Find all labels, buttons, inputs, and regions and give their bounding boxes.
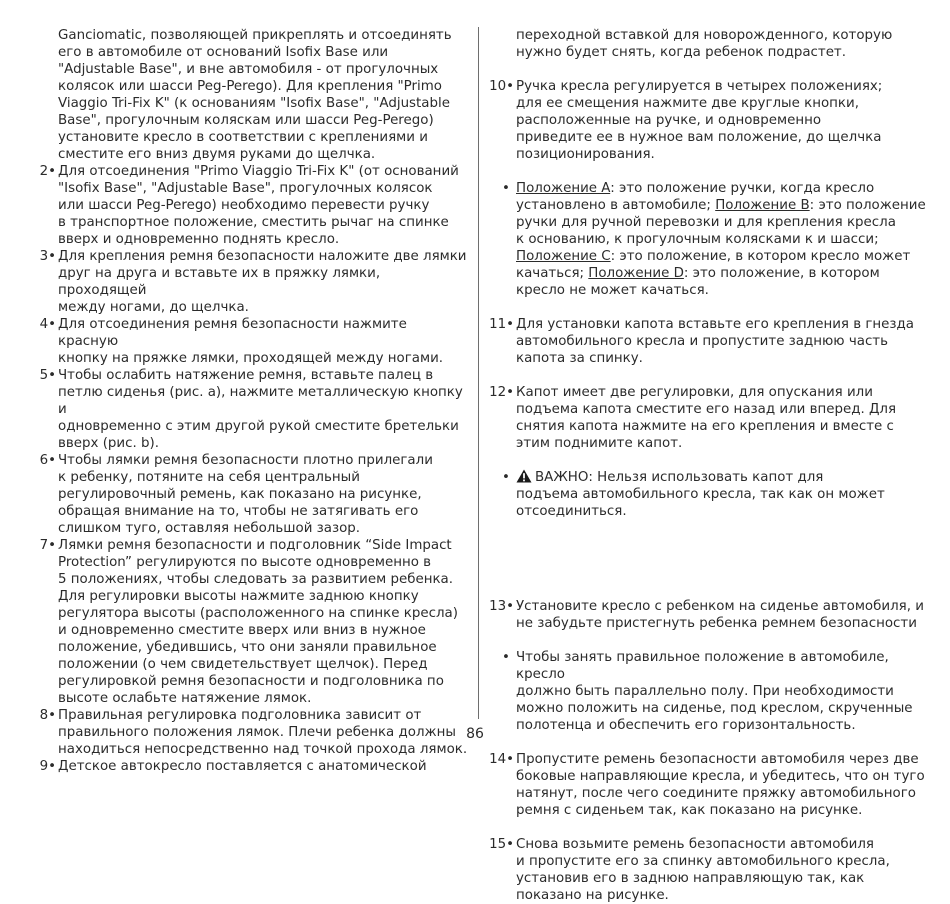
list-item <box>30 367 470 452</box>
list-item-14 <box>488 734 928 819</box>
item-number: 11• <box>489 317 514 332</box>
item-number: 8• <box>39 708 56 723</box>
position-a-text: : это положение ручки, когда кресло установлено в автомобиле; <box>516 181 875 213</box>
item-9-continuation: переходной вставкой для новорожденного, которую нужно будет снять, когда ребенок подрастет. <box>516 28 893 60</box>
left-column <box>30 27 470 775</box>
spacer <box>488 520 928 581</box>
item-number: 3• <box>39 249 56 264</box>
warning-text: ВАЖНО: Нельзя использовать капот для подъема автомобильного кресла, так как он может отсоединиться. <box>516 470 885 519</box>
position-b-text: : это положение ручки для ручной перевозки и для крепления кресла к основанию, к прогулочным колясками к и шасси; <box>516 198 926 247</box>
list-item <box>30 248 470 316</box>
item-number: 12• <box>489 385 514 400</box>
column-divider <box>478 27 479 719</box>
item-number: 6• <box>39 453 56 468</box>
list-item <box>30 537 470 707</box>
item-number: 13• <box>489 599 514 614</box>
position-a-label: Положение A <box>516 181 611 196</box>
list-item-13 <box>488 581 928 632</box>
position-c-text: : это положение, в котором кресло может качаться; <box>516 249 911 281</box>
page-number: 86 <box>466 726 484 742</box>
item-text: Для установки капота вставьте его крепления в гнезда автомобильного кресла и пропустите заднюю часть капота за спинку. <box>516 317 914 366</box>
list-item <box>30 758 470 775</box>
note-text: Чтобы занять правильное положение в автомобиле, кресло должно быть параллельно полу. При необходимости можно положить на сиденье, под креслом, скрученные полотенца и обеспечить его горизонтальность. <box>516 650 913 733</box>
item-text: Снова возьмите ремень безопасности автомобиля и пропустите его за спинку автомобильного кресла, установив его в заднюю направляющую так, как показано на рисунке. <box>516 837 890 903</box>
item-text: Чтобы лямки ремня безопасности плотно прилегали к ребенку, потяните на себя центральный регулировочный ремень, как показано на рисунке, обращая внимание на то, чтобы не затягивать его слишком туго, оставляя небольшой зазор. <box>58 453 433 536</box>
item-number: 14• <box>489 752 514 767</box>
item-text: Пропустите ремень безопасности автомобиля через две боковые направляющие кресла, и убедитесь, что он туго натянут, после чего соедините пряжку автомобильного ремня с сиденьем так, как показано на рисунке. <box>516 752 925 818</box>
position-b-label: Положение B <box>715 198 810 213</box>
warning-triangle-icon <box>516 469 532 483</box>
item-text: Для отсоединения ремня безопасности нажмите красную кнопку на пряжке лямки, проходящей между ногами. <box>58 317 444 366</box>
list-item <box>30 316 470 367</box>
bullet-mark: • <box>502 181 510 196</box>
item-number: 4• <box>39 317 56 332</box>
item-text: Капот имеет две регулировки, для опускания или подъема капота сместите его назад или вперед. Для снятия капота нажмите на его крепления и вместе с этим поднимите капот. <box>516 385 897 451</box>
item-number: 2• <box>39 164 56 179</box>
position-d-label: Положение D <box>588 266 684 281</box>
handle-positions-note <box>488 163 928 299</box>
item-number: 15• <box>489 837 514 852</box>
item-text: Установите кресло с ребенком на сиденье автомобиля, и не забудьте пристегнуть ребенка ремнем безопасности <box>516 599 924 631</box>
item-text: Для отсоединения "Primo Viaggio Tri-Fix K" (от оснований "Isofix Base", "Adjustable Base", прогулочных колясок или шасси Peg-Perego) необходимо перевести ручку в транспортное положение, сместить рычаг на спинке вверх и одновременно поднять кресло. <box>58 164 459 247</box>
warning-note <box>488 452 928 520</box>
position-c-label: Положение C <box>516 249 611 264</box>
item-text: Детское автокресло поставляется с анатомической <box>58 759 427 774</box>
item-number: 7• <box>39 538 56 553</box>
list-item-15 <box>488 819 928 904</box>
intro-paragraph: Ganciomatic, позволяющей прикреплять и отсоединять его в автомобиле от оснований Isofix Base или "Adjustable Base", и вне автомобиля - от прогулочных колясок или шасси Peg-Perego). Для крепления "Primo Viaggio Tri-Fix K" (к основаниям "Isofix Base", "Adjustable Base", прогулочным коляскам или шасси Peg-Perego) установите кресло в соответствии с креплениями и сместите его вниз двумя руками до щелчка. <box>58 28 452 162</box>
item-text: Правильная регулировка подголовника зависит от правильного положения лямок. Плечи ребенка должны находиться непосредственно над точкой прохода лямок. <box>58 708 468 757</box>
list-item-11 <box>488 299 928 367</box>
bullet-mark: • <box>502 650 510 665</box>
bullet-mark: • <box>502 470 510 485</box>
item-number: 10• <box>489 79 514 94</box>
right-column <box>488 27 928 904</box>
item-text: Лямки ремня безопасности и подголовник “Side Impact Protection” регулируются по высоте одновременно в 5 положениях, чтобы следовать за развитием ребенка. Для регулировки высоты нажмите заднюю кнопку регулятора высоты (расположенного на спинке кресла) и одновременно сместите вверх или вниз в нужное положение, убедившись, что они заняли правильное положении (о чем свидетельствует щелчок). Перед регулировкой ремня безопасности и подголовника по высоте ослабьте натяжение лямок. <box>58 538 458 706</box>
item-text: Чтобы ослабить натяжение ремня, вставьте палец в петлю сиденья (рис. a), нажмите металлическую кнопку и одновременно с этим другой рукой сместите бретельки вверх (рис. b). <box>58 368 463 451</box>
item-text: Ручка кресла регулируется в четырех положениях; для ее смещения нажмите две круглые кнопки, расположенные на ручке, и одновременно приведите ее в нужное вам положение, до щелчка позиционирования. <box>516 79 883 162</box>
item-text: Для крепления ремня безопасности наложите две лямки друг на друга и вставьте их в пряжку лямки, проходящей между ногами, до щелчка. <box>58 249 467 315</box>
item-number: 5• <box>39 368 56 383</box>
list-item <box>30 163 470 248</box>
level-seat-note <box>488 632 928 734</box>
list-item-10 <box>488 61 928 163</box>
position-d-text: : это положение, в котором кресло не может качаться. <box>516 266 880 298</box>
list-item <box>30 452 470 537</box>
item-number: 9• <box>39 759 56 774</box>
list-item-12 <box>488 367 928 452</box>
left-item-list <box>30 163 470 775</box>
